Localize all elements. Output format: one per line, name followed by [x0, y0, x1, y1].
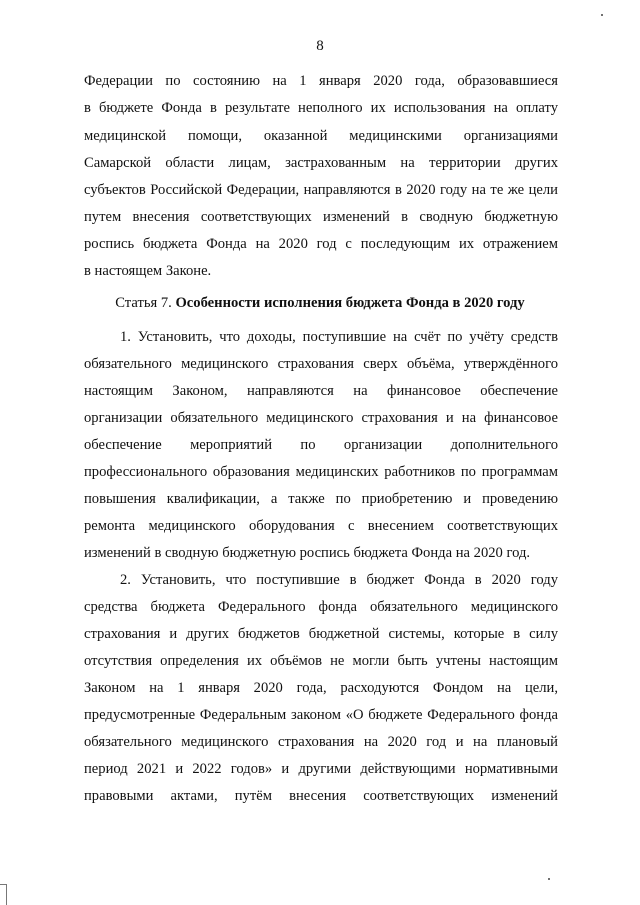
- text-line: 2. Установить, что поступившие в бюджет Фонда в 2020 году: [120, 572, 558, 588]
- text-line: Законом на 1 января 2020 года, расходуются Фондом на цели,: [84, 680, 558, 696]
- text-line: профессионального образования медицинских работников по программам: [84, 464, 558, 480]
- text-line: обеспечение мероприятий по организации дополнительного: [84, 437, 558, 453]
- article-title: Особенности исполнения бюджета Фонда в 2020 году: [175, 295, 525, 311]
- text-line: страхования и других бюджетов бюджетной системы, которые в силу: [84, 626, 558, 642]
- text-line: в настоящем Законе.: [84, 263, 212, 279]
- text-line: организации обязательного медицинского страхования и на финансовое: [84, 410, 558, 426]
- text-line: повышения квалификации, а также по приобретению и проведению: [84, 491, 558, 507]
- article-heading: [0, 294, 640, 312]
- text-line: роспись бюджета Фонда на 2020 год с последующим их отражением: [84, 236, 558, 252]
- text-line: путем внесения соответствующих изменений в сводную бюджетную: [84, 209, 558, 225]
- text-line: Самарской области лицам, застрахованным на территории других: [84, 155, 558, 171]
- text-line: субъектов Российской Федерации, направляются в 2020 году на те же цели: [84, 182, 558, 198]
- scan-speck: [601, 14, 603, 16]
- text-line: обязательного медицинского страхования сверх объёма, утверждённого: [84, 356, 558, 372]
- text-line: изменений в сводную бюджетную роспись бюджета Фонда на 2020 год.: [84, 545, 531, 561]
- text-line: настоящим Законом, направляются на финансовое обеспечение: [84, 383, 558, 399]
- text-line: в бюджете Фонда в результате неполного их использования на оплату: [84, 100, 558, 116]
- scan-corner-mark: [0, 884, 7, 905]
- text-line: медицинской помощи, оказанной медицинскими организациями: [84, 128, 558, 144]
- text-line: ремонта медицинского оборудования с внесением соответствующих: [84, 518, 558, 534]
- text-line: предусмотренные Федеральным законом «О бюджете Федерального фонда: [84, 707, 558, 723]
- text-line: 1. Установить, что доходы, поступившие на счёт по учёту средств: [120, 329, 558, 345]
- text-line: Федерации по состоянию на 1 января 2020 года, образовавшиеся: [84, 73, 558, 89]
- scan-speck: [548, 878, 550, 880]
- article-number: Статья 7.: [115, 295, 172, 311]
- page-number: 8: [316, 38, 324, 54]
- text-line: отсутствия определения их объёмов не могли быть учтены настоящим: [84, 653, 558, 669]
- text-line: обязательного медицинского страхования на 2020 год и на плановый: [84, 734, 558, 750]
- text-line: средства бюджета Федерального фонда обязательного медицинского: [84, 599, 558, 615]
- text-line: правовыми актами, путём внесения соответствующих изменений: [84, 788, 558, 804]
- text-line: период 2021 и 2022 годов» и другими действующими нормативными: [84, 761, 558, 777]
